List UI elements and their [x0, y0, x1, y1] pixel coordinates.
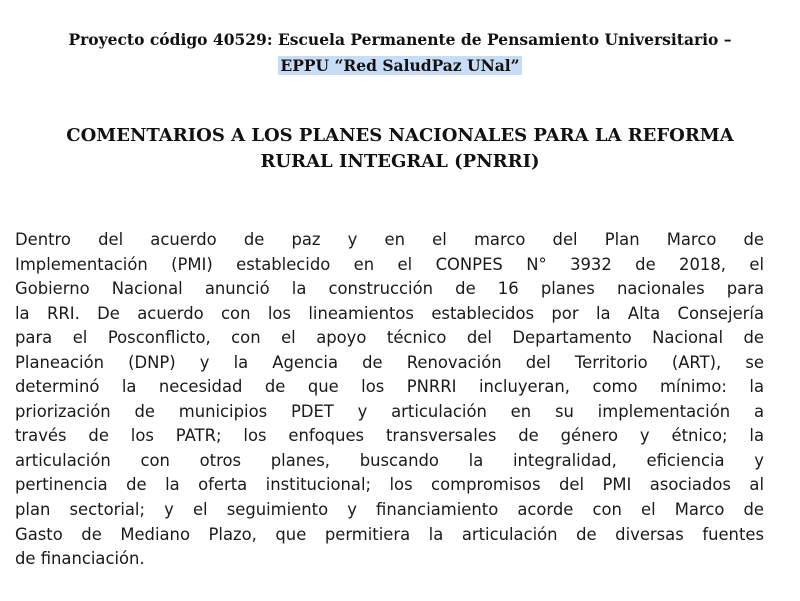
document-title-line-2: RURAL INTEGRAL (PNRRI) — [260, 151, 540, 172]
paragraph-line: para el Posconflicto, con el apoyo técnico del Departamento Nacional de — [15, 328, 764, 348]
project-header-line-1: Proyecto código 40529: Escuela Permanente de Pensamiento Universitario – — [68, 30, 732, 49]
project-header — [0, 27, 800, 79]
paragraph-line: priorización de municipios PDET y articulación en su implementación a — [15, 401, 764, 421]
document-title-line-1: COMENTARIOS A LOS PLANES NACIONALES PARA LA REFORMA — [66, 125, 734, 146]
paragraph-line: de financiación. — [15, 549, 145, 569]
paragraph-line: la RRI. De acuerdo con los lineamientos establecidos por la Alta Consejería — [15, 303, 764, 323]
paragraph-line: plan sectorial; y el seguimiento y financiamiento acorde con el Marco de — [15, 500, 764, 520]
project-header-line-2-highlighted[interactable]: EPPU “Red SaludPaz UNal” — [280, 56, 520, 75]
paragraph-line: través de los PATR; los enfoques transversales de género y étnico; la — [15, 426, 764, 446]
paragraph-line: determinó la necesidad de que los PNRRI incluyeran, como mínimo: la — [15, 377, 764, 397]
paragraph-line: Dentro del acuerdo de paz y en el marco del Plan Marco de — [15, 230, 764, 249]
paragraph-line: Gobierno Nacional anunció la construcción de 16 planes nacionales para — [15, 279, 764, 299]
paragraph-line: Planeación (DNP) y la Agencia de Renovación del Territorio (ART), se — [15, 352, 764, 372]
paragraph-line: Implementación (PMI) establecido en el CONPES N° 3932 de 2018, el — [15, 254, 764, 274]
paragraph-line: articulación con otros planes, buscando la integralidad, eficiencia y — [15, 450, 764, 470]
paragraph-line: pertinencia de la oferta institucional; los compromisos del PMI asociados al — [15, 475, 764, 495]
document-title — [0, 123, 800, 175]
body-paragraph — [15, 228, 764, 572]
paragraph-line: Gasto de Mediano Plazo, que permitiera la articulación de diversas fuentes — [15, 524, 764, 544]
